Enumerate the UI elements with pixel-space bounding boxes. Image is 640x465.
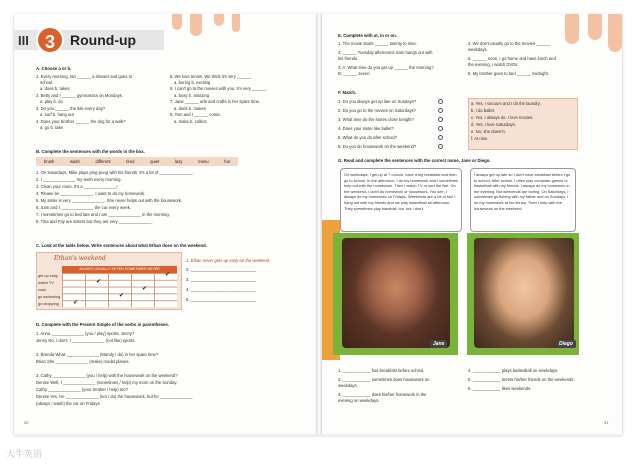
exercise-f-answer: f. At nine. xyxy=(471,135,489,141)
diego-name-tag: Diego xyxy=(556,340,576,348)
check-mark-icon: ✔ xyxy=(96,279,102,285)
page-title: Round-up xyxy=(70,32,137,48)
exercise-a-line: 8. Tom and I ______ comic. xyxy=(170,112,222,117)
exercise-g-line: 6. ____________ likes weekends. xyxy=(468,386,532,391)
exercise-f-answer: c. Yes, I always do. I love movies. xyxy=(471,114,534,120)
word-box-item: fun xyxy=(224,159,231,164)
left-page-number: 30 xyxy=(24,420,29,425)
right-page-number: 31 xyxy=(604,420,609,425)
drip-decoration xyxy=(190,14,202,36)
exercise-a-line: 1. Every morning, Ian ______ a shower and goes to xyxy=(36,74,133,79)
word-box-item: tired xyxy=(126,159,135,164)
exercise-e-line: the evening, I watch DVDs. xyxy=(468,62,519,67)
exercise-f-question: 2. Do you go to the movies on Saturdays? xyxy=(338,108,416,113)
jane-speech-bubble: On weekdays, I get up at 7 o'clock, have a big breakfast and then go to school. In the afternoon, I do my homework and I sometimes help out with the housework. Then I watch TV or surf the Net. On the weekend, I don't do homework or housework. You see, I always do my homework on Fridays. Weekends are a lot of fun! I hang out with my friends and we play basketball all afternoon. They sometimes play baseball, too, but I don't. xyxy=(340,168,462,232)
exercise-b-line: 4. Please be ______________. I want to do my homework. xyxy=(36,191,146,196)
exercise-g-line: 2. ____________ sometimes does housework on xyxy=(338,377,430,382)
exercise-e-line: weekdays. xyxy=(468,47,488,52)
exercise-f-question: 3. What time do the stores close tonight? xyxy=(338,117,414,122)
exercise-f-question: 5. What do you do after school? xyxy=(338,135,398,140)
table-row-label: get up early xyxy=(38,274,58,278)
ethan-weekend-title: Ethan's weekend xyxy=(54,255,106,262)
exercise-d-line: 3. Cathy ______________ (you / help) with the housework on the weekend? xyxy=(36,373,178,378)
word-box-item: menu xyxy=(198,159,209,164)
exercise-e-line: 3. A: What time do you get up ______ the morning? xyxy=(338,65,434,70)
table-row-label: go shopping xyxy=(38,302,59,306)
exercise-a-line: 5. We love tennis. We think it's very ______. xyxy=(170,74,253,79)
exercise-g-title: G. Read and complete the sentences with the correct name, Jane or Diego. xyxy=(338,158,491,163)
exercise-e-line: 2. ______ Tuesday afternoons Sam hangs out with xyxy=(338,50,433,55)
watermark: 大牛英语 xyxy=(6,449,43,459)
word-box xyxy=(36,157,238,166)
exercise-a-line: 2. Betty and I ______ gymnastics on Mondays. xyxy=(36,93,124,98)
frequency-columns: ALWAYS USUALLY OFTEN SOMETIMES NEVER xyxy=(62,266,177,273)
drip-decoration xyxy=(232,14,240,32)
exercise-d-line: 1. Anna ______________ (you / play) sports, Jenny? xyxy=(36,331,135,336)
exercise-b-title: B. Complete the sentences with the words in the box. xyxy=(36,149,145,154)
exercise-d-title: D. Complete with the Present Simple of the verbs in parentheses. xyxy=(36,322,169,327)
drip-decoration xyxy=(565,14,579,44)
check-mark-icon: ✔ xyxy=(73,300,79,306)
check-mark-icon: ✔ xyxy=(119,293,125,299)
diego-speech-bubble: I always get up late so I don't have breakfast before I go to school. After school, I often play computer games or basketball with my friends. I always do my homework in the evening. But weekends are boring. On Saturdays, I sometimes go fishing with my father and on Sundays, I do my homework at the library. Then I help with the housework on the weekend. xyxy=(470,168,576,232)
exercise-a-line: 7. Jane ______ arts and crafts in her spare time. xyxy=(170,99,261,104)
exercise-a-line: a. does b. makes xyxy=(174,106,206,111)
exercise-a-line: school. xyxy=(40,80,54,85)
exercise-f-answer-box xyxy=(468,98,578,150)
table-row-label: cook xyxy=(38,288,47,292)
exercise-g-line: 1. ____________ has breakfast before school. xyxy=(338,368,425,373)
match-circle[interactable] xyxy=(438,99,443,104)
exercise-f-question: 6. Do you do housework on the weekend? xyxy=(338,144,417,149)
word-box-item: quiet xyxy=(150,159,160,164)
exercise-b-line: 3. Clean your room. It's a ______________! xyxy=(36,184,118,189)
match-circle[interactable] xyxy=(438,126,443,131)
jane-name-tag: Jane xyxy=(430,340,447,348)
exercise-b-line: 7. I sometimes go to bed late and I am ______________ in the morning. xyxy=(36,212,170,217)
exercise-d-line: Cathy ______________ (your brother / help) too? xyxy=(36,387,128,392)
exercise-f-answer: a. Yes, I vacuum and I do the laundry. xyxy=(471,101,541,106)
drip-decoration xyxy=(172,14,182,30)
exercise-c-answer-line: 5. ____________________________ xyxy=(186,297,256,302)
exercise-g-line: 4. ____________ plays basketball on weekdays. xyxy=(468,368,559,373)
exercise-f-question: 4. Does your sister like ballet? xyxy=(338,126,394,131)
exercise-c-answer-line: 4. ____________________________ xyxy=(186,287,256,292)
exercise-e-line: his friends. xyxy=(338,56,359,61)
exercise-a-line: a. make b. collect xyxy=(174,119,207,124)
exercise-a-line: a. boring b. exciting xyxy=(174,80,211,85)
exercise-a-line: 3. Do you ______ the tisk every day? xyxy=(36,106,106,111)
table-row-label: go swimming xyxy=(38,295,61,299)
exercise-d-line: Denise Well, I ______________ (sometimes / help) my mom on the Sunday. xyxy=(36,380,178,385)
exercise-e-line: B: ______ seven. xyxy=(338,71,371,76)
exercise-c-answer-line: 2. ____________________________ xyxy=(186,267,256,272)
unit-hash: III xyxy=(18,33,29,48)
exercise-b-line: 5. My sister is very ______________. She never helps out with the housework. xyxy=(36,198,183,203)
word-box-item: brush xyxy=(43,159,55,164)
drip-decoration xyxy=(608,14,622,52)
exercise-c-example: 1. Ethan never gets up early on the weekend. xyxy=(186,258,271,263)
exercise-a-line: a. go b. take xyxy=(40,125,64,130)
exercise-a-line: 4. Does your brother ______ the dog for a walk? xyxy=(36,119,126,124)
exercise-c-title: C. Look at the table below. Write sentences about what Ethan does on the weekend. xyxy=(36,243,207,248)
exercise-g-line: 5. ____________ meets his/her friends on the weekends. xyxy=(468,377,575,382)
page-bottom-edge xyxy=(14,434,622,437)
match-circle[interactable] xyxy=(438,108,443,113)
drip-decoration xyxy=(588,14,602,40)
diego-photo xyxy=(474,238,574,348)
exercise-b-line: 1. On Saturdays, Mike plays ping-pong with his friends. It's a lot of ______________. xyxy=(36,170,194,175)
exercise-a-line: a. surf b. hang out xyxy=(40,112,74,117)
exercise-d-line: Jenny No, I don't. I ______________ (not like) sports. xyxy=(36,338,136,343)
exercise-a-line: a. play b. do xyxy=(40,99,63,104)
exercise-f-answer: e. No, she doesn't. xyxy=(471,128,506,134)
exercise-d-line: 2. Brenda What ______________ (Mandy / do) in her spare time? xyxy=(36,352,159,357)
exercise-f-title: F. Match. xyxy=(338,90,357,95)
exercise-a-line: a. busy b. amazing xyxy=(174,93,210,98)
check-mark-icon: ✔ xyxy=(142,286,148,292)
exercise-f-question: 1. Do you always get up late on Sundays? xyxy=(338,99,417,104)
word-box-item: lazy xyxy=(174,159,183,164)
word-box-item: different xyxy=(95,159,111,164)
exercise-a-line: 6. I can't go to the movies with you. I'm very ______. xyxy=(170,86,268,91)
exercise-a-title: A. Choose a or b. xyxy=(36,66,72,71)
match-circle[interactable] xyxy=(438,135,443,140)
drip-decoration xyxy=(214,14,224,26)
exercise-d-line: Brian She ______________ (make) model planes. xyxy=(36,359,130,364)
exercise-e-line: 5. ______ noon, I go home and have lunch and xyxy=(468,56,556,61)
exercise-d-line: (always / wash) the car on Fridays. xyxy=(36,401,101,406)
exercise-g-line: 3. ____________ does his/her homework in the xyxy=(338,392,427,397)
match-circle[interactable] xyxy=(438,117,443,122)
table-cells xyxy=(62,273,177,307)
exercise-b-line: 8. Tina and Fay are sisters but they are very ______________. xyxy=(36,219,153,224)
exercise-e-title: E. Complete with at, in or on. xyxy=(338,33,397,38)
exercise-f-answer: b. I do ballet. xyxy=(471,107,495,113)
unit-number-badge: 3 xyxy=(36,26,64,54)
match-circle[interactable] xyxy=(438,144,443,149)
check-mark-icon: ✔ xyxy=(165,272,171,278)
exercise-d-line: Denise Yes. He ______________ (not / do) the housework, but he ______________ xyxy=(36,394,193,399)
exercise-e-line: 1. The movie starts ______ twenty to nine. xyxy=(338,41,417,46)
exercise-e-line: 6. My brother goes to bed ______ midnight. xyxy=(468,71,550,76)
exercise-f-answer: d. Yes, I love Saturdays. xyxy=(471,121,516,127)
jane-photo xyxy=(342,238,450,348)
word-box-item: wash xyxy=(70,159,80,164)
exercise-b-line: 6. Sam and I ______________ the car every week. xyxy=(36,205,131,210)
exercise-g-line: weekdays. xyxy=(338,383,358,388)
exercise-a-line: a. does b. takes xyxy=(40,86,70,91)
exercise-b-line: 2. I ______________ my teeth every morning. xyxy=(36,177,122,182)
exercise-c-answer-line: 3. ____________________________ xyxy=(186,277,256,282)
exercise-e-line: 4. We don't usually go to the movies ______ xyxy=(468,41,551,46)
table-row-label: watch TV xyxy=(38,281,54,285)
exercise-g-line: evening on weekdays. xyxy=(338,398,380,403)
